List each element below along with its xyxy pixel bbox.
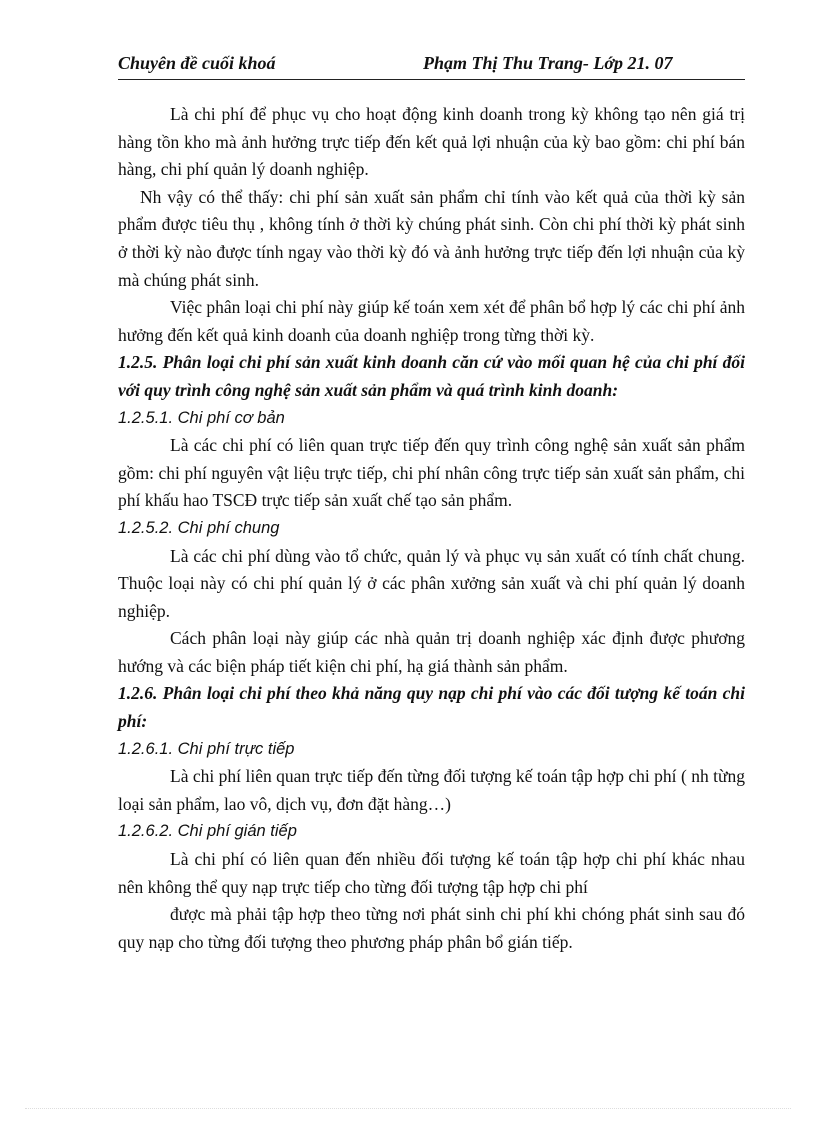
subsection-heading-1-2-5-2: 1.2.5.2. Chi phí chung: [118, 518, 280, 537]
paragraph-indirect-cost: Là chi phí có liên quan đến nhiều đối tượng kế toán tập hợp chi phí khác nhau nên không thể quy nạp trực tiếp cho từng đối tượng tập hợp chi phí: [118, 849, 745, 897]
paragraph-direct-cost: Là chi phí liên quan trực tiếp đến từng đối tượng kế toán tập hợp chi phí ( nh từng loại sản phẩm, lao vô, dịch vụ, đơn đặt hàng…): [118, 766, 745, 814]
paragraph-classification-benefit: Việc phân loại chi phí này giúp kế toán xem xét để phân bổ hợp lý các chi phí ảnh hưởng đến kết quả kinh doanh của doanh nghiệp trong từng thời kỳ.: [118, 297, 745, 345]
paragraph-management-benefit: Cách phân loại này giúp các nhà quản trị doanh nghiệp xác định được phương hướng và các biện pháp tiết kiện chi phí, hạ giá thành sản phẩm.: [118, 628, 745, 676]
paragraph-indirect-cost-continued: được mà phải tập hợp theo từng nơi phát sinh chi phí khi chóng phát sinh sau đó quy nạp cho từng đối tượng theo phương pháp phân bổ gián tiếp.: [118, 904, 745, 952]
paragraph-conclusion: Nh vậy có thể thấy: chi phí sản xuất sản phẩm chỉ tính vào kết quả của thời kỳ sản phẩm được tiêu thụ , không tính ở thời kỳ chúng phát sinh. Còn chi phí thời kỳ phát sinh ở thời kỳ nào được tính ngay vào thời kỳ đó và ảnh hưởng trực tiếp đến lợi nhuận của kỳ mà chúng phát sinh.: [118, 186, 745, 290]
header-course-title: Chuyên đề cuối khoá: [118, 53, 276, 73]
subsection-heading-1-2-6-1: 1.2.6.1. Chi phí trực tiếp: [118, 739, 295, 758]
page-header: [118, 53, 745, 80]
subsection-heading-1-2-6-2: 1.2.6.2. Chi phí gián tiếp: [118, 822, 297, 841]
document-body: [118, 101, 745, 956]
subsection-heading-1-2-5-1: 1.2.5.1. Chi phí cơ bản: [118, 408, 285, 427]
header-author-class: Phạm Thị Thu Trang- Lớp 21. 07: [423, 53, 673, 73]
paragraph-general-cost: Là các chi phí dùng vào tổ chức, quản lý và phục vụ sản xuất có tính chất chung. Thuộc loại này có chi phí quản lý ở các phân xưởng sản xuất và chi phí quản lý doanh nghiệp.: [118, 545, 745, 621]
page-bottom-divider: [25, 1108, 791, 1109]
section-heading-1-2-5: 1.2.5. Phân loại chi phí sản xuất kinh doanh căn cứ vào mối quan hệ của chi phí đối với quy trình công nghệ sản xuất sản phẩm và quá trình kinh doanh:: [118, 352, 745, 400]
section-heading-1-2-6: 1.2.6. Phân loại chi phí theo khả năng quy nạp chi phí vào các đối tượng kế toán chi phí:: [118, 683, 745, 732]
paragraph-basic-cost: Là các chi phí có liên quan trực tiếp đến quy trình công nghệ sản xuất sản phẩm gồm: chi phí nguyên vật liệu trực tiếp, chi phí nhân công trực tiếp sản xuất sản phẩm, chi phí khấu hao TSCĐ trực tiếp sản xuất chế tạo sản phẩm.: [118, 435, 745, 511]
paragraph-period-cost: Là chi phí để phục vụ cho hoạt động kinh doanh trong kỳ không tạo nên giá trị hàng tồn kho mà ảnh hưởng trực tiếp đến kết quả lợi nhuận của kỳ bao gồm: chi phí bán hàng, chi phí quản lý doanh nghiệp.: [118, 104, 745, 180]
